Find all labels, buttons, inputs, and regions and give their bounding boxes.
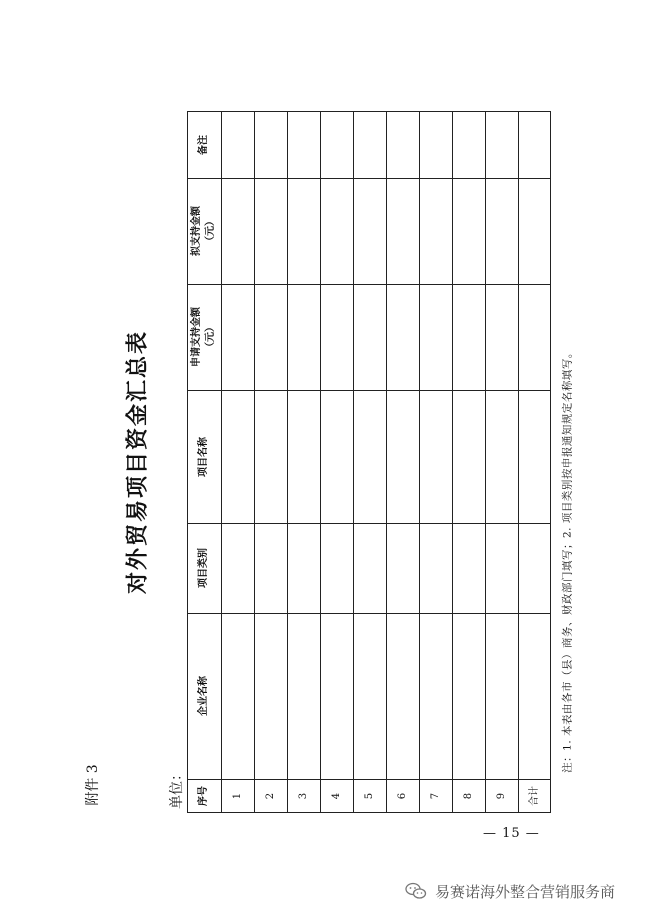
table-header-cell: 企业名称 [198,676,209,716]
table-rule [187,523,551,524]
table-rule [187,284,551,285]
table-row-number: 2 [264,792,276,800]
table-rule [187,111,188,813]
watermark-text: 易赛诺海外整合营销服务商 [435,882,616,901]
table-row-number: 9 [495,792,507,800]
table-row-number: 7 [429,792,441,800]
table-row-number: 3 [297,792,309,800]
table-row-number: 4 [330,792,342,800]
table-header-cell: 序号 [198,786,209,806]
table-rule [287,111,288,813]
table-row-number: 5 [363,792,375,800]
table-rule [419,111,420,813]
watermark [405,880,615,902]
table-row-number: 合计 [528,786,540,806]
table-rule [187,178,551,179]
table-header-cell: 项目名称 [198,436,209,477]
table-row-number: 6 [396,792,408,800]
table-rule [187,779,551,780]
table-row-number: 1 [231,792,243,800]
table-rule [353,111,354,813]
summary-table [187,111,551,813]
table-rule [452,111,453,813]
unit-label: 单位： [169,767,185,809]
table-rule [187,111,551,112]
table-row-number: 8 [462,792,474,800]
table-rule [320,111,321,813]
table-header-cell: 项目类别 [198,548,209,588]
table-rule [518,111,519,813]
table-rule [550,111,551,813]
table-header-cell: 备注 [198,134,209,155]
attachment-label: 附件 3 [85,764,101,806]
table-rule [485,111,486,813]
wechat-icon [405,882,427,900]
table-rule [187,613,551,614]
table-note: 注：1. 本表由各市（县）商务、财政部门填写；2. 项目类别按申报通知规定名称填写。 [561,347,574,773]
page-number: — 15 — [483,826,540,841]
table-rule [386,111,387,813]
table-rule [187,812,551,813]
table-header-cell: 拟支持金额 （元） [191,206,216,256]
table-header-cell: 申请支持金额 （元） [191,307,216,367]
table-rule [254,111,255,813]
table-rule [221,111,222,813]
page-title: 对外贸易项目资金汇总表 [124,329,151,595]
table-rule [187,390,551,391]
